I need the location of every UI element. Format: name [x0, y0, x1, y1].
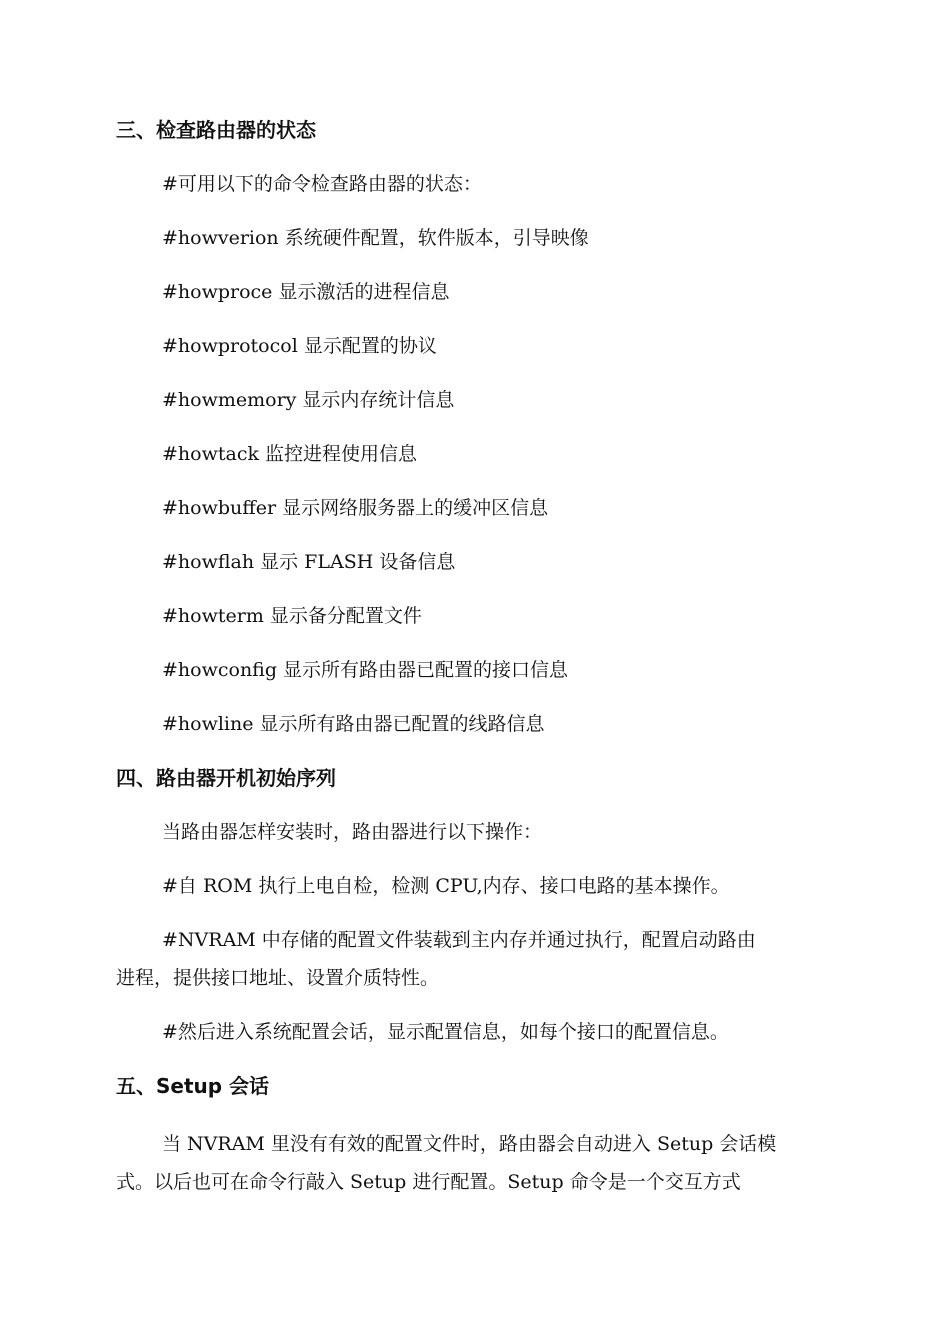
section-3-line: #howverion 系统硬件配置，软件版本，引导映像: [162, 227, 589, 249]
section-4-step: #自 ROM 执行上电自检，检测 CPU,内存、接口电路的基本操作。: [162, 875, 730, 897]
section-3-line: #howtack 监控进程使用信息: [162, 443, 418, 465]
section-3-line: #howline 显示所有路由器已配置的线路信息: [162, 713, 545, 735]
section-3-line: #howmemory 显示内存统计信息: [162, 389, 455, 411]
section-3-line: #howterm 显示备分配置文件: [162, 605, 422, 627]
section-4-step: #然后进入系统配置会话，显示配置信息，如每个接口的配置信息。: [162, 1021, 729, 1043]
section-5-heading: 五、Setup 会话: [116, 1074, 270, 1098]
section-4-step: #NVRAM 中存储的配置文件装载到主内存并通过执行，配置启动路由: [162, 929, 756, 951]
section-3-line: #可用以下的命令检查路由器的状态：: [162, 173, 482, 195]
section-3-line: #howconfig 显示所有路由器已配置的接口信息: [162, 659, 569, 681]
section-3-line: #howproce 显示激活的进程信息: [162, 281, 450, 303]
section-3-line: #howflah 显示 FLASH 设备信息: [162, 551, 456, 573]
section-3-line: #howprotocol 显示配置的协议: [162, 335, 437, 357]
section-5-paragraph: 当 NVRAM 里没有有效的配置文件时，路由器会自动进入 Setup 会话模: [162, 1133, 777, 1155]
section-4-intro: 当路由器怎样安装时，路由器进行以下操作：: [162, 821, 543, 843]
section-3-line: #howbuffer 显示网络服务器上的缓冲区信息: [162, 497, 549, 519]
section-3-heading: 三、检查路由器的状态: [116, 118, 316, 142]
section-5-paragraph-continued: 式。以后也可在命令行敲入 Setup 进行配置。Setup 命令是一个交互方式: [116, 1171, 741, 1193]
section-4-heading: 四、路由器开机初始序列: [116, 766, 336, 790]
section-4-step-continued: 进程，提供接口地址、设置介质特性。: [116, 967, 440, 989]
